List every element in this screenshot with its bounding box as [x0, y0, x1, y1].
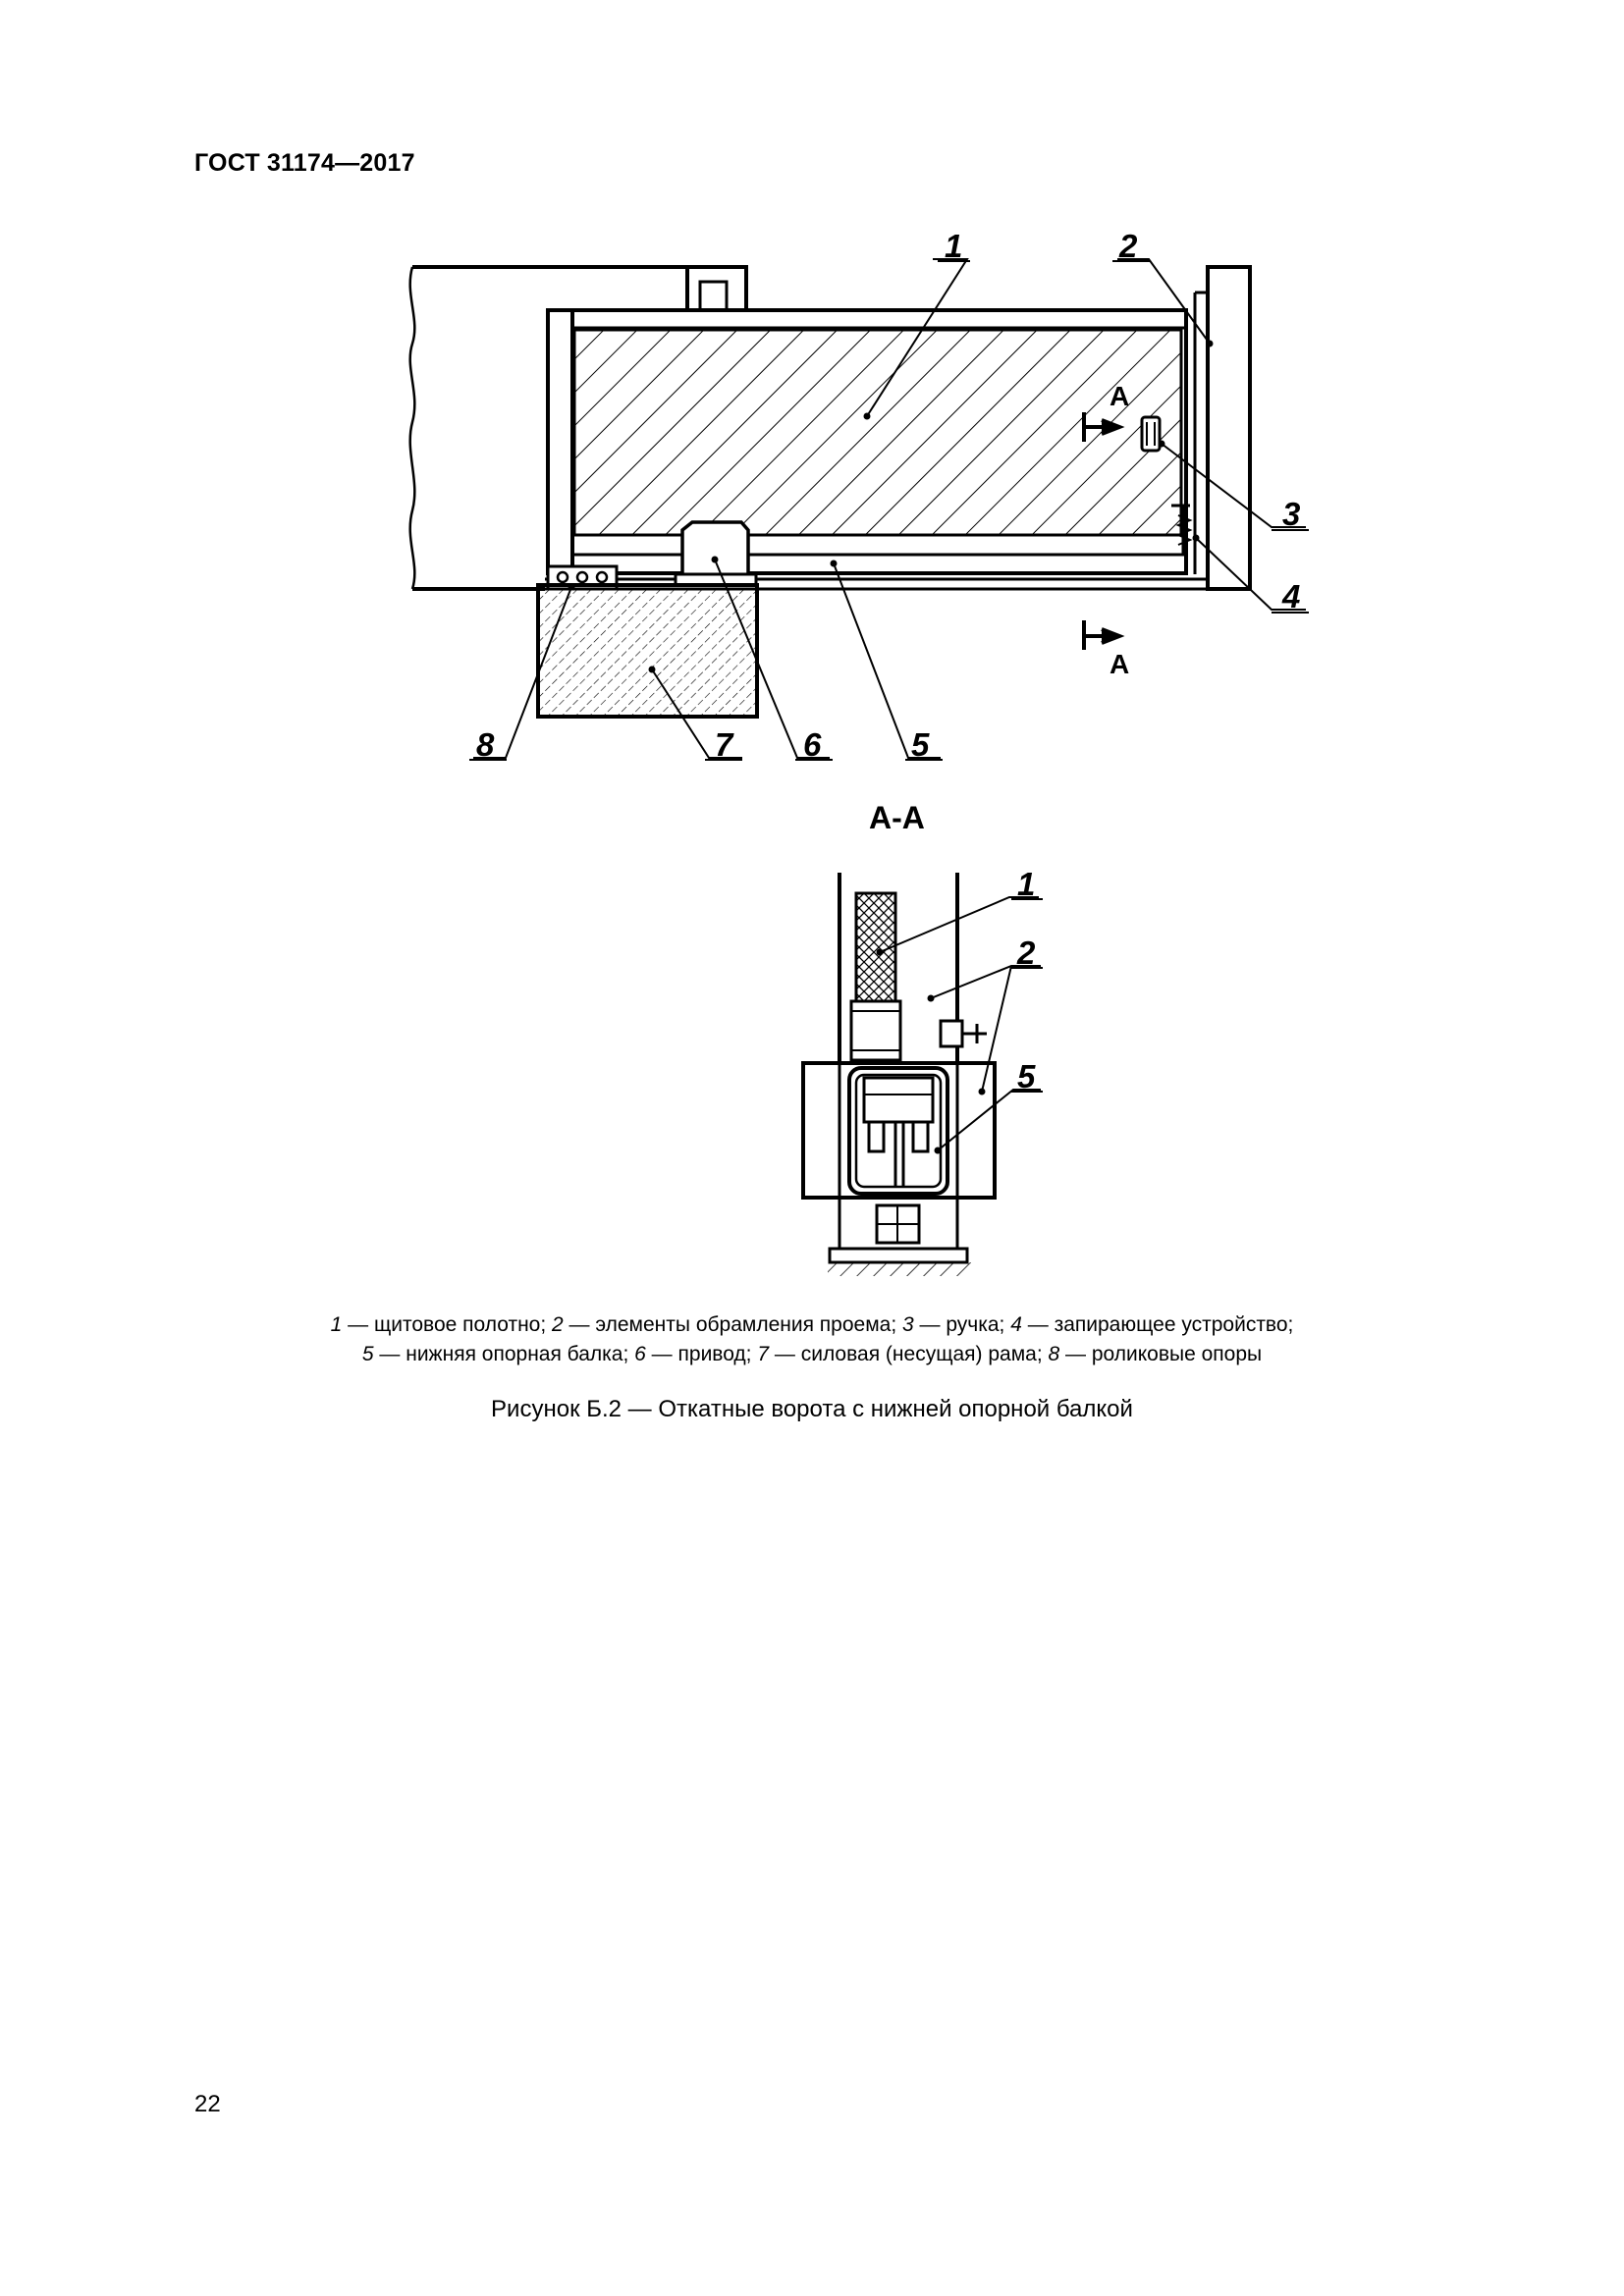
callout-8: 8 [476, 726, 495, 763]
section-callout-5: 5 [1017, 1058, 1036, 1095]
section-title: А-А [869, 800, 925, 835]
callout-5: 5 [911, 726, 930, 763]
callout-7: 7 [715, 726, 733, 763]
section-callout-1: 1 [1017, 866, 1036, 902]
callout-3: 3 [1282, 496, 1301, 532]
legend-text: — ручка; [913, 1313, 1011, 1336]
legend-line-1 [196, 1310, 1428, 1340]
callout-6: 6 [803, 726, 822, 763]
legend-num: 5 [361, 1343, 374, 1365]
document-header: ГОСТ 31174—2017 [194, 149, 415, 177]
legend-text: — запирающее устройство; [1021, 1313, 1294, 1336]
callout-1: 1 [945, 228, 963, 264]
legend-line-2 [196, 1340, 1428, 1369]
legend-num: 8 [1048, 1343, 1060, 1365]
legend-text: — привод; [645, 1343, 758, 1365]
legend-text: — щитовое полотно; [342, 1313, 553, 1336]
legend-text: — силовая (несущая) рама; [769, 1343, 1049, 1365]
legend-num: 7 [757, 1343, 770, 1365]
legend-num: 4 [1010, 1313, 1022, 1336]
legend-text: — нижняя опорная балка; [373, 1343, 635, 1365]
legend-num: 6 [634, 1343, 646, 1365]
figure-caption: Рисунок Б.2 — Откатные ворота с нижней опорной балкой [491, 1396, 1133, 1422]
legend-num: 3 [901, 1313, 914, 1336]
section-mark-bottom-label: А [1110, 649, 1130, 679]
section-view [803, 873, 995, 1276]
callout-4: 4 [1282, 578, 1301, 614]
page-number: 22 [194, 2091, 221, 2117]
callout-2: 2 [1119, 228, 1138, 264]
section-mark-bottom [1084, 620, 1119, 650]
section-mark-top-label: А [1110, 381, 1130, 411]
legend-num: 2 [552, 1313, 564, 1336]
figure-legend [196, 1310, 1428, 1369]
legend-text: — роликовые опоры [1059, 1343, 1263, 1365]
legend-num: 1 [330, 1313, 343, 1336]
legend-text: — элементы обрамления проема; [563, 1313, 902, 1336]
section-callout-2: 2 [1017, 934, 1036, 971]
